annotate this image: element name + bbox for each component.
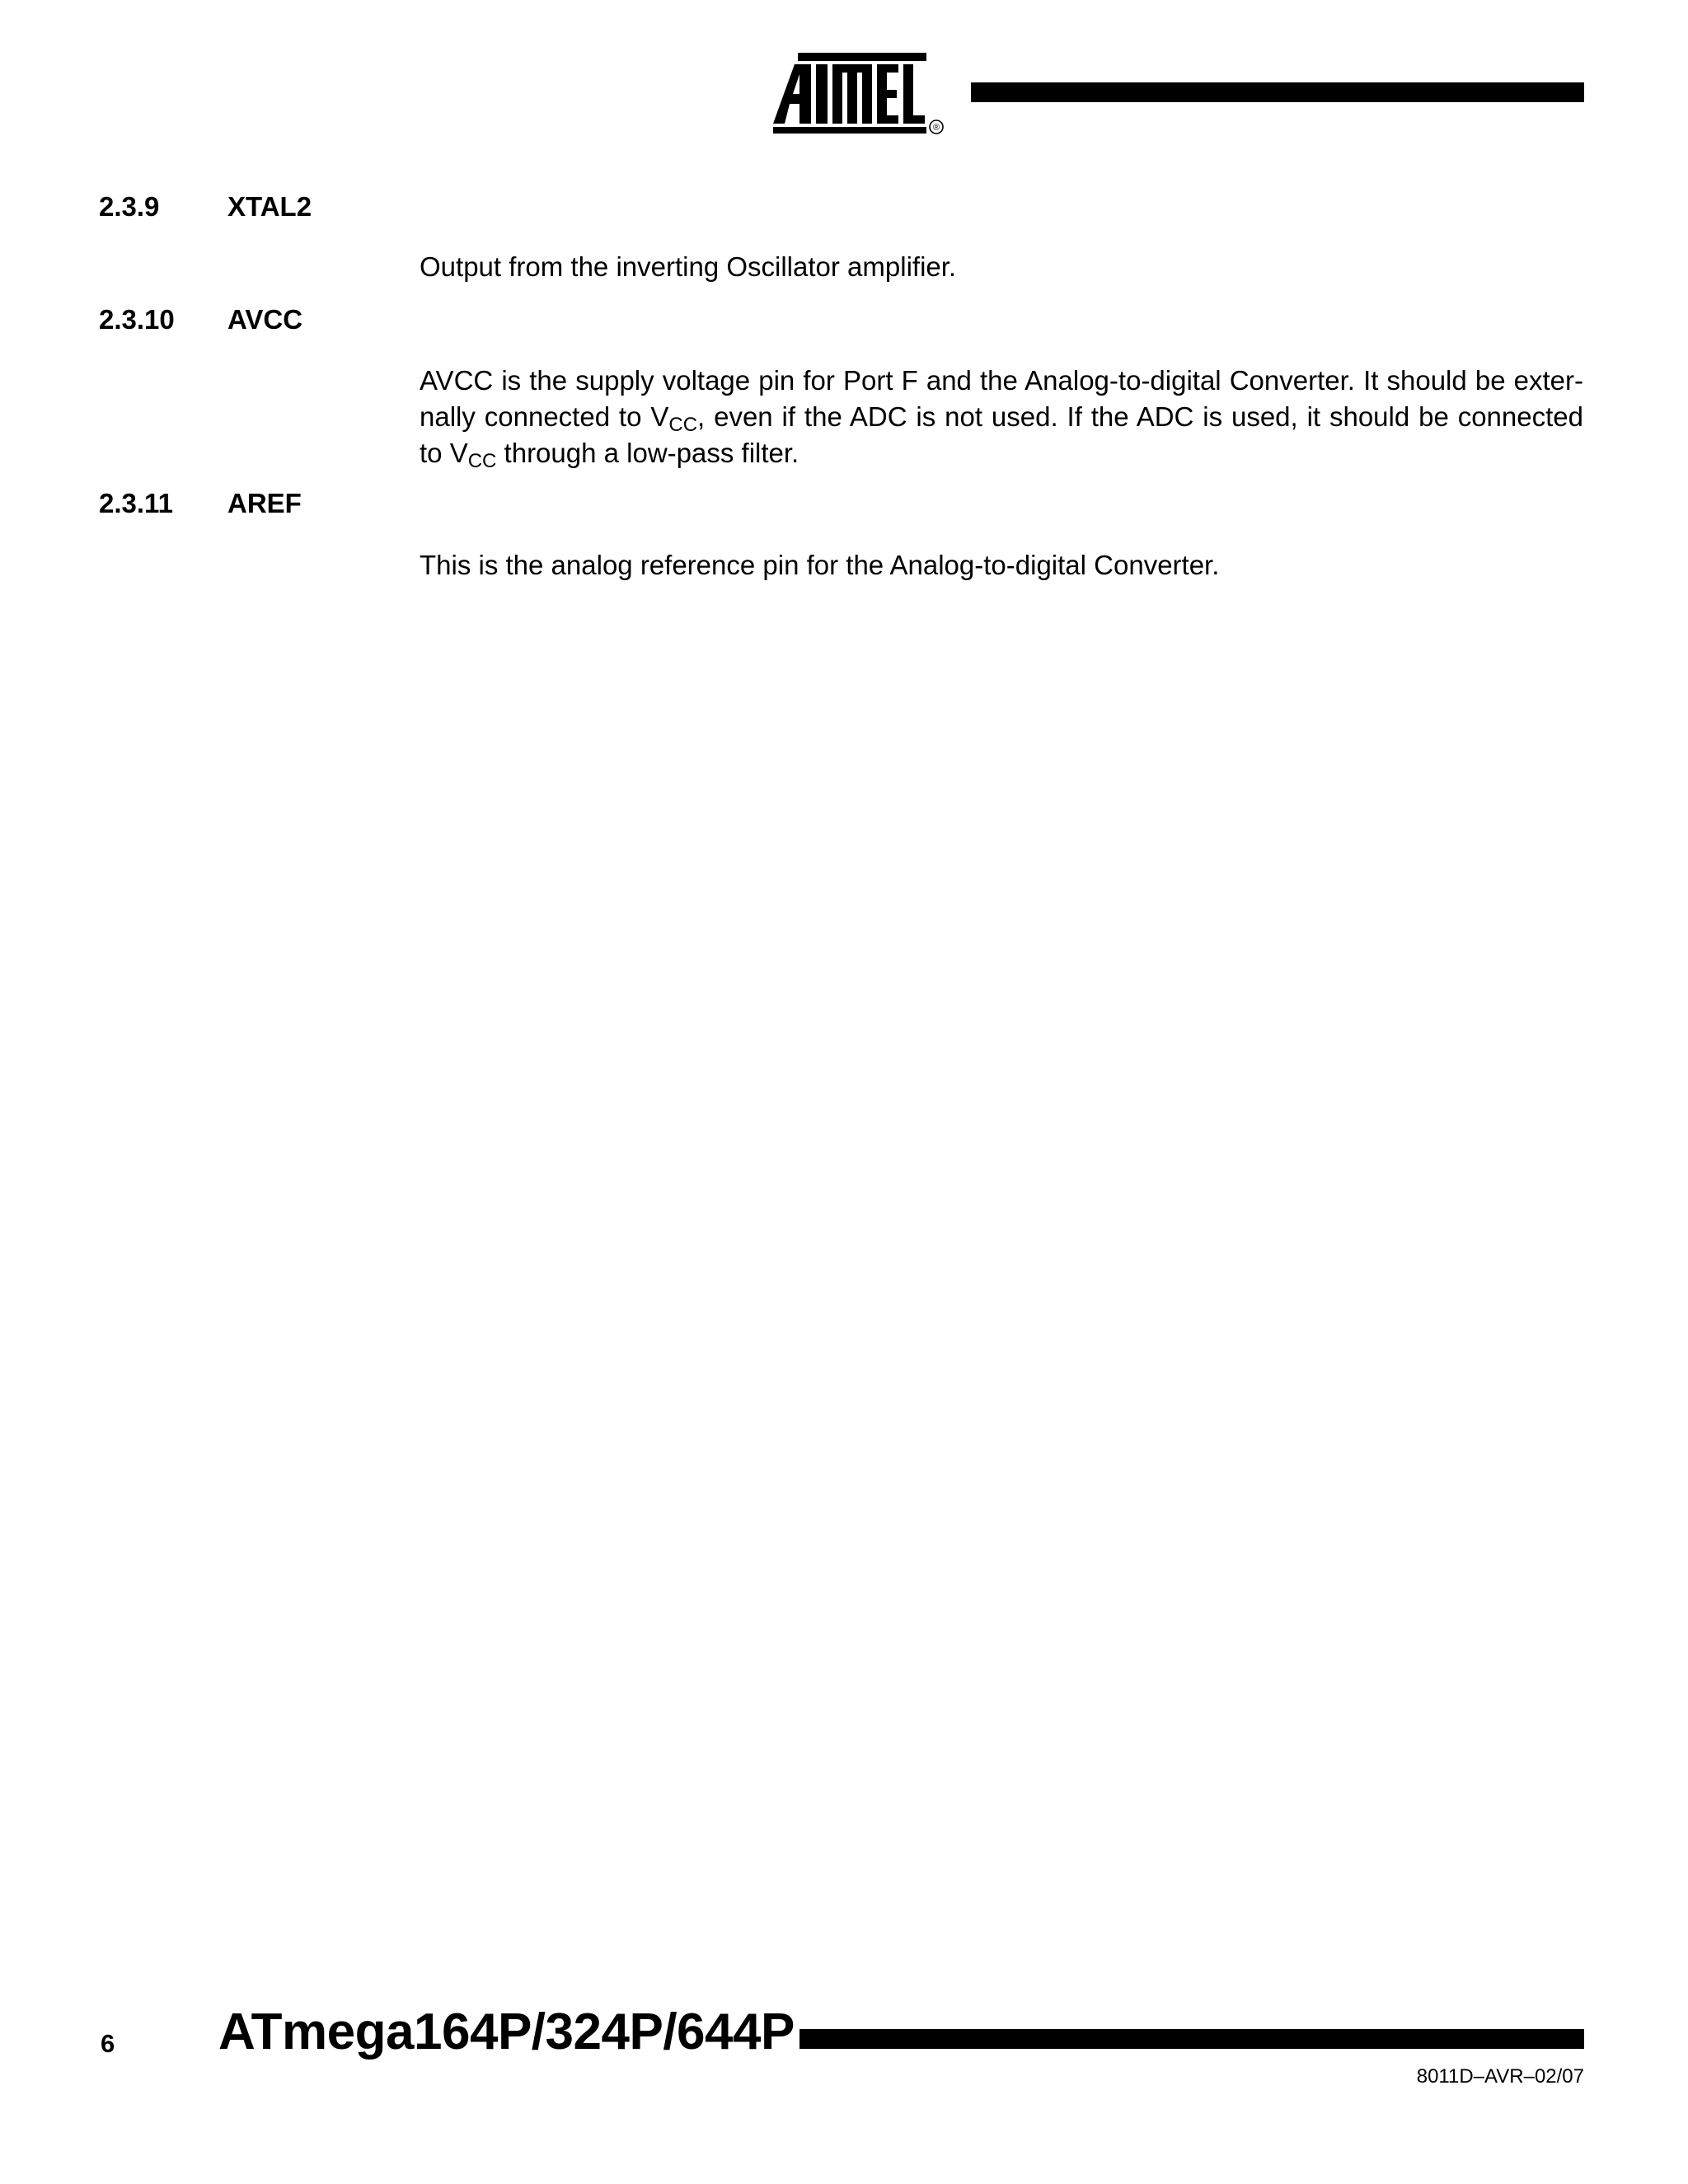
paragraph-line: nally connected to $V_{CC}$, even if the ADC is not used. If the ADC is used, it should be connected bbox=[420, 401, 1583, 436]
section-number: 2.3.9 bbox=[99, 191, 160, 222]
paragraph-line: AVCC is the supply voltage pin for Port F and the Analog-to-digital Converter. It should be exter- bbox=[420, 365, 1583, 396]
page-number: 6 bbox=[101, 2029, 115, 2058]
section-title: XTAL2 bbox=[227, 191, 312, 222]
section-number: 2.3.11 bbox=[99, 488, 173, 518]
svg-text:®: ® bbox=[932, 123, 940, 133]
section-title: AREF bbox=[227, 488, 302, 518]
section-number: 2.3.10 bbox=[99, 304, 175, 335]
paragraph-line: Output from the inverting Oscillator amplifier. bbox=[420, 251, 957, 282]
section-paragraph bbox=[420, 547, 1583, 583]
section-paragraph bbox=[420, 249, 1583, 285]
document-title: ATmega164P/324P/644P bbox=[218, 2004, 795, 2060]
paragraph-line: This is the analog reference pin for the Analog-to-digital Converter. bbox=[420, 550, 1220, 580]
document-code: 8011D–AVR–02/07 bbox=[1416, 2065, 1584, 2088]
footer-rule bbox=[799, 2029, 1584, 2049]
section-title: AVCC bbox=[227, 304, 303, 335]
atmel-logo bbox=[773, 51, 948, 137]
section-paragraph bbox=[420, 363, 1583, 471]
header-rule bbox=[971, 82, 1584, 102]
paragraph-line: to $V_{CC}$ through a low-pass filter. bbox=[420, 438, 799, 472]
